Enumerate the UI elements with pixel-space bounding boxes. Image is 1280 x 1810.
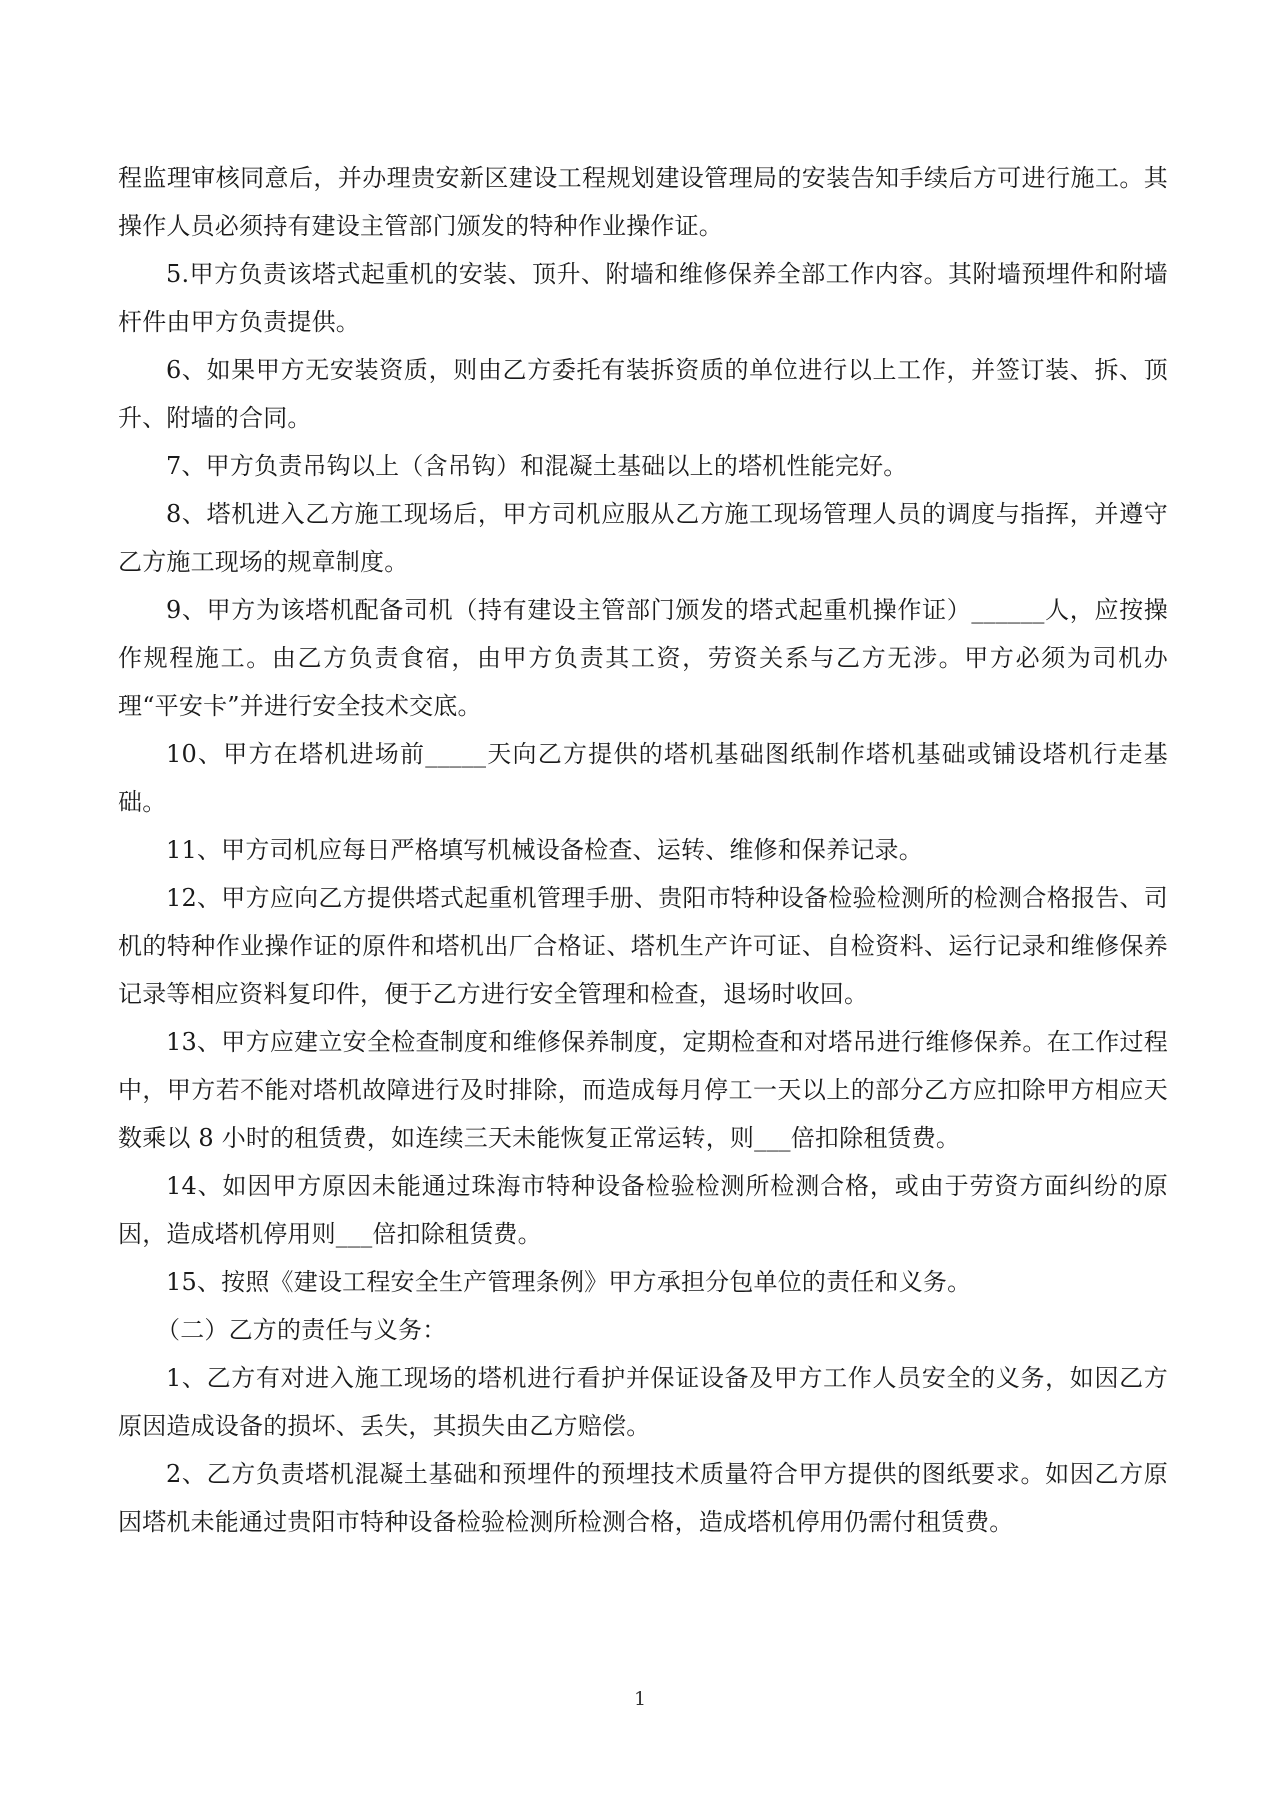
document-body [118, 154, 1168, 1546]
paragraph-item-12: 12、甲方应向乙方提供塔式起重机管理手册、贵阳市特种设备检验检测所的检测合格报告、司机的特种作业操作证的原件和塔机出厂合格证、塔机生产许可证、自检资料、运行记录和维修保养记录等相应资料复印件，便于乙方进行安全管理和检查，退场时收回。 [118, 884, 1168, 1008]
paragraph-party-b-item-1: 1、乙方有对进入施工现场的塔机进行看护并保证设备及甲方工作人员安全的义务，如因乙方原因造成设备的损坏、丢失，其损失由乙方赔偿。 [118, 1364, 1168, 1440]
paragraph-item-5: 5.甲方负责该塔式起重机的安装、顶升、附墙和维修保养全部工作内容。其附墙预埋件和附墙杆件由甲方负责提供。 [118, 260, 1168, 336]
paragraph-item-14: 14、如因甲方原因未能通过珠海市特种设备检验检测所检测合格，或由于劳资方面纠纷的原因，造成塔机停用则___倍扣除租赁费。 [118, 1172, 1168, 1248]
paragraph-item-6: 6、如果甲方无安装资质，则由乙方委托有装拆资质的单位进行以上工作，并签订装、拆、顶升、附墙的合同。 [118, 356, 1168, 432]
paragraph-item-8: 8、塔机进入乙方施工现场后，甲方司机应服从乙方施工现场管理人员的调度与指挥，并遵守乙方施工现场的规章制度。 [118, 500, 1168, 576]
paragraph-party-b-item-2: 2、乙方负责塔机混凝土基础和预埋件的预埋技术质量符合甲方提供的图纸要求。如因乙方原因塔机未能通过贵阳市特种设备检验检测所检测合格，造成塔机停用仍需付租赁费。 [118, 1460, 1168, 1536]
paragraph-item-13: 13、甲方应建立安全检查制度和维修保养制度，定期检查和对塔吊进行维修保养。在工作过程中，甲方若不能对塔机故障进行及时排除，而造成每月停工一天以上的部分乙方应扣除甲方相应天数乘以 8 小时的租赁费，如连续三天未能恢复正常运转，则___倍扣除租赁费。 [118, 1028, 1168, 1152]
page-number: 1 [633, 1688, 647, 1710]
paragraph-item-15: 15、按照《建设工程安全生产管理条例》甲方承担分包单位的责任和义务。 [166, 1268, 972, 1296]
paragraph-item-10: 10、甲方在塔机进场前_____天向乙方提供的塔机基础图纸制作塔机基础或铺设塔机行走基础。 [118, 740, 1168, 816]
section-heading-party-b: （二）乙方的责任与义务： [156, 1316, 447, 1344]
paragraph-item-7: 7、甲方负责吊钩以上（含吊钩）和混凝土基础以上的塔机性能完好。 [166, 452, 908, 480]
paragraph-item-9: 9、甲方为该塔机配备司机（持有建设主管部门颁发的塔式起重机操作证）______人，应按操作规程施工。由乙方负责食宿，由甲方负责其工资，劳资关系与乙方无涉。甲方必须为司机办理“平安卡”并进行安全技术交底。 [118, 596, 1168, 720]
paragraph-continuation: 程监理审核同意后，并办理贵安新区建设工程规划建设管理局的安装告知手续后方可进行施工。其操作人员必须持有建设主管部门颁发的特种作业操作证。 [118, 164, 1168, 240]
paragraph-item-11: 11、甲方司机应每日严格填写机械设备检查、运转、维修和保养记录。 [166, 836, 923, 864]
